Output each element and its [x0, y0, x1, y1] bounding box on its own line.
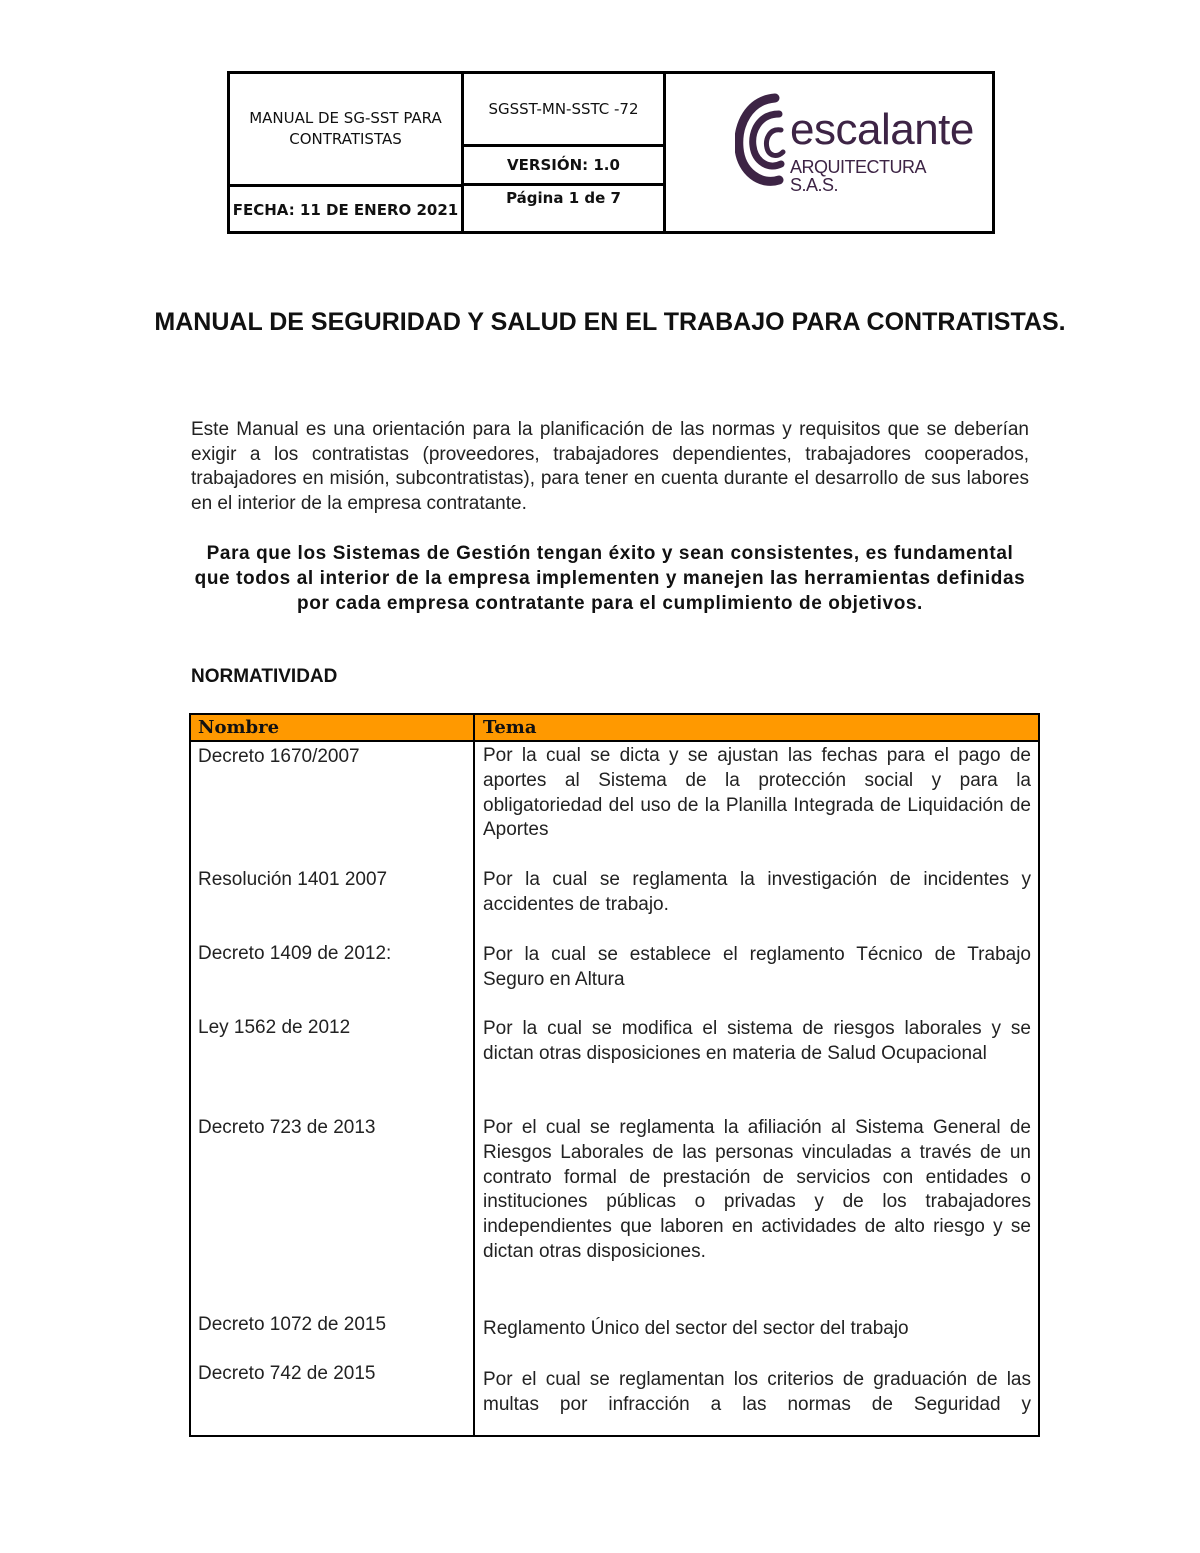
table-row-theme: Por la cual se establece el reglamento Técnico de Trabajo Seguro en Altura [483, 944, 1031, 990]
section-title: NORMATIVIDAD [191, 666, 338, 687]
intro-paragraph: Este Manual es una orientación para la planificación de las normas y requisitos que se deberían exigir a los contratistas (proveedores, trabajadores dependientes, trabajadores cooperados, trabajadores en misión, subcontratistas), para tener en cuenta durante el desarrollo de sus labores en el interior de la empresa contratante. [191, 419, 1029, 514]
table-row-theme: Por la cual se dicta y se ajustan las fechas para el pago de aportes al Sistema de la protección social y para la obligatoriedad del uso de la Planilla Integrada de Liquidación de Aportes [483, 745, 1031, 841]
regulations-table [189, 713, 1040, 1437]
document-header [227, 71, 995, 234]
header-divider [663, 74, 666, 231]
table-row-name: Decreto 723 de 2013 [198, 1117, 376, 1138]
column-divider [473, 715, 475, 1435]
table-row-name: Decreto 1670/2007 [198, 746, 360, 767]
column-header-tema: Tema [483, 717, 537, 738]
page-number: Página 1 de 7 [506, 189, 621, 207]
document-date: FECHA: 11 DE ENERO 2021 [232, 201, 459, 219]
document-version: VERSIÓN: 1.0 [507, 155, 620, 174]
page-title: MANUAL DE SEGURIDAD Y SALUD EN EL TRABAJO PARA CONTRATISTAS. [154, 308, 1066, 336]
table-row-theme: Por el cual se reglamenta la afiliación al Sistema General de Riesgos Laborales de las personas vinculadas a través de un contrato formal de prestación de servicios con entidades o instituciones públicas o privadas y de los trabajadores independientes que laboren en actividades de alto riesgo y se dictan otras disposiciones. [483, 1117, 1031, 1262]
table-row-name: Ley 1562 de 2012 [198, 1017, 351, 1038]
document-name: MANUAL DE SG-SST PARA CONTRATISTAS [249, 109, 442, 148]
table-row-name: Decreto 742 de 2015 [198, 1363, 376, 1384]
table-row-theme: Por la cual se modifica el sistema de riesgos laborales y se dictan otras disposiciones en materia de Salud Ocupacional [483, 1018, 1031, 1064]
table-row-theme: Por la cual se reglamenta la investigación de incidentes y accidentes de trabajo. [483, 869, 1031, 915]
table-row-name: Decreto 1409 de 2012: [198, 943, 392, 964]
document-code: SGSST-MN-SSTC -72 [488, 99, 639, 118]
company-logo [735, 88, 974, 198]
spiral-logo-icon [735, 90, 795, 190]
table-header [191, 715, 1038, 742]
highlight-paragraph: Para que los Sistemas de Gestión tengan éxito y sean consistentes, es fundamental que todos al interior de la empresa implementen y manejen las herramientas definidas por cada empresa contratante para el cumplimiento de objetivos. [194, 543, 1026, 614]
table-row-name: Decreto 1072 de 2015 [198, 1314, 387, 1335]
table-row-theme: Por el cual se reglamentan los criterios de graduación de las multas por infracción a las normas de Seguridad y [483, 1369, 1031, 1415]
header-divider [462, 231, 664, 234]
logo-subtitle: ARQUITECTURA S.A.S. [790, 157, 926, 195]
table-row-name: Resolución 1401 2007 [198, 869, 388, 890]
table-row-theme: Reglamento Único del sector del sector del trabajo [483, 1318, 909, 1339]
column-header-nombre: Nombre [198, 717, 280, 738]
logo-wordmark: escalante [790, 105, 974, 154]
